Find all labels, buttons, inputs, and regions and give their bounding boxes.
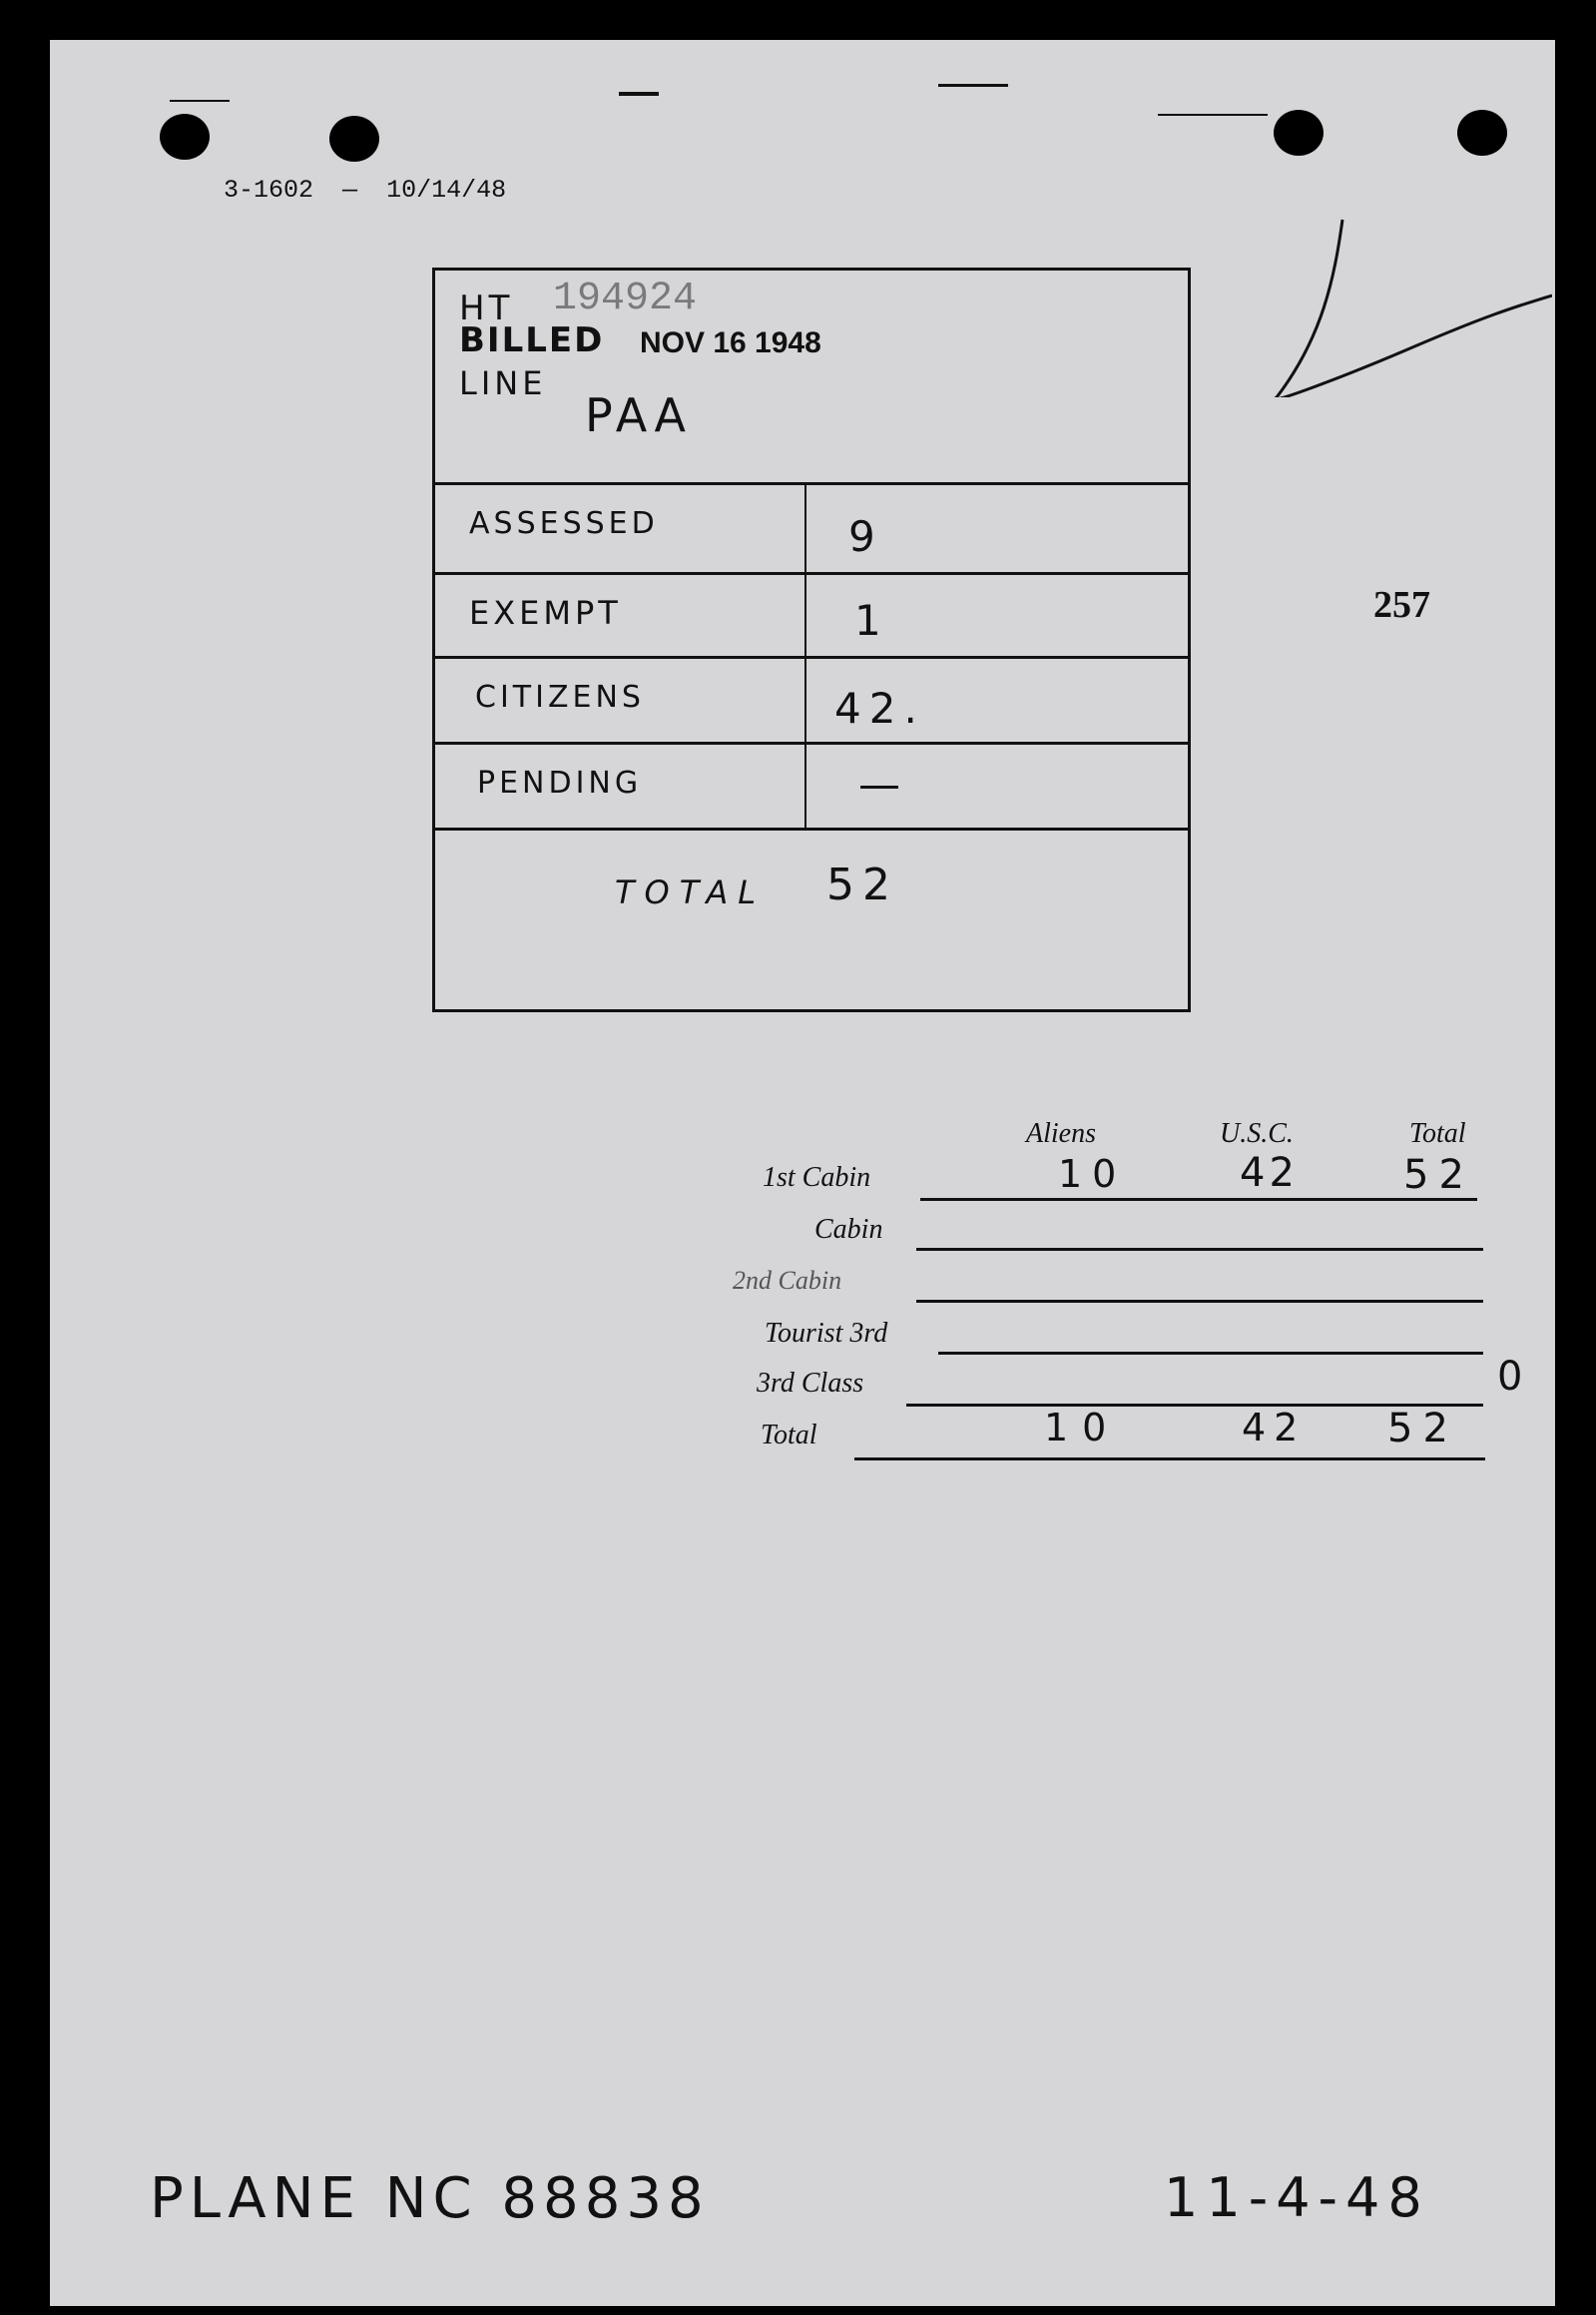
punch-hole-4 — [1457, 110, 1507, 156]
form-divider — [435, 482, 1188, 485]
cabin-row-label: Total — [761, 1420, 817, 1450]
margin-note: 0 — [1497, 1354, 1527, 1400]
form-divider — [435, 828, 1188, 831]
row-value-exempt: 1 — [854, 596, 885, 645]
cabin-row-line — [920, 1198, 1477, 1201]
billed-stamp: NOV 16 1948 — [640, 326, 821, 359]
document-page — [50, 40, 1555, 2306]
cabin-row-aliens: 10 — [1044, 1406, 1121, 1449]
cabin-row-line — [854, 1457, 1485, 1460]
cabin-row-total: 52 — [1387, 1406, 1458, 1451]
row-label-exempt: EXEMPT — [469, 594, 622, 632]
cabin-row-line — [938, 1352, 1483, 1355]
cabin-row-label: Cabin — [814, 1214, 883, 1245]
cabin-row-label: 2nd Cabin — [733, 1266, 842, 1295]
form-divider — [435, 572, 1188, 575]
total-label: TOTAL — [615, 873, 767, 911]
ref-date: 10/14/48 — [386, 176, 507, 205]
cabin-row-usc: 42 — [1242, 1406, 1307, 1449]
row-label-pending: PENDING — [477, 766, 643, 801]
row-value-citizens: 42. — [834, 684, 925, 733]
footer-plane: PLANE NC 88838 — [150, 2166, 710, 2231]
form-divider — [435, 742, 1188, 745]
header-ref — [224, 176, 506, 205]
scan-mark — [938, 84, 1008, 87]
scan-mark — [170, 100, 230, 102]
row-value-pending: — — [858, 760, 904, 809]
check-mark-icon — [1223, 218, 1552, 397]
cabin-row-line — [916, 1248, 1483, 1251]
scan-mark — [619, 92, 659, 96]
form-column-divider — [804, 482, 806, 830]
line-value: PAA — [585, 388, 693, 442]
ht-label: HT — [459, 289, 514, 328]
form-divider — [435, 656, 1188, 659]
punch-hole-1 — [160, 114, 210, 160]
footer-date: 11-4-48 — [1164, 2166, 1430, 2229]
total-value: 52 — [826, 860, 898, 910]
cabin-row-total: 52 — [1403, 1152, 1474, 1198]
form-box — [432, 268, 1191, 1012]
row-label-citizens: CITIZENS — [475, 680, 645, 715]
col-header-usc: U.S.C. — [1220, 1118, 1294, 1149]
ref-dash: — — [342, 176, 358, 205]
row-label-assessed: ASSESSED — [469, 506, 659, 541]
line-label: LINE — [459, 364, 547, 402]
cabin-row-aliens: 10 — [1058, 1152, 1127, 1196]
ref-number: 3-1602 — [224, 176, 314, 205]
page-number: 257 — [1373, 584, 1430, 626]
cabin-row-label: 3rd Class — [757, 1368, 864, 1399]
punch-hole-2 — [329, 116, 379, 162]
punch-hole-3 — [1274, 110, 1324, 156]
cabin-row-line — [916, 1300, 1483, 1303]
cabin-row-usc: 42 — [1240, 1150, 1299, 1196]
billed-label: BILLED — [459, 320, 605, 360]
cabin-row-label: Tourist 3rd — [765, 1318, 888, 1349]
row-value-assessed: 9 — [848, 512, 879, 561]
col-header-aliens: Aliens — [1026, 1118, 1096, 1149]
cabin-row-label: 1st Cabin — [763, 1162, 871, 1193]
ht-number: 194924 — [553, 277, 698, 321]
scan-mark — [1158, 114, 1268, 116]
col-header-total: Total — [1409, 1118, 1466, 1149]
